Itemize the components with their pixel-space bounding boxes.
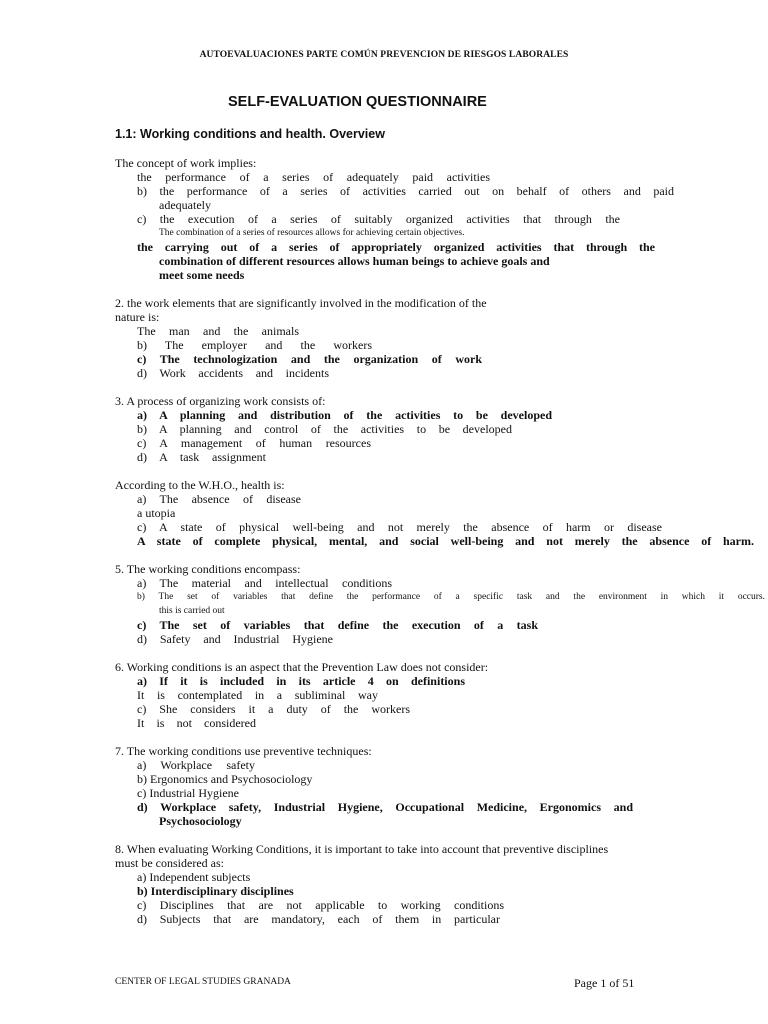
q4-option-d: A state of complete physical, mental, and social well-being and not merely the absence of harm. [137,534,754,548]
q3-stem: 3. A process of organizing work consists of: [115,394,326,408]
q2-stem-cont: nature is: [115,310,160,324]
q1-option-c: c) the execution of a series of suitably organized activities that through the [137,212,620,226]
q7-option-b: b) Ergonomics and Psychosociology [137,772,313,786]
q4-option-c: c) A state of physical well-being and not merely the absence of harm or disease [137,520,662,534]
q6-option-a: a) If it is included in its article 4 on definitions [137,674,465,688]
q1-stem: The concept of work implies: [115,156,257,170]
q6-option-d: It is not considered [137,716,256,730]
q5-option-b: b) The set of variables that define the performance of a specific task and the environment in which it occurs. [137,592,765,602]
q8-option-d: d) Subjects that are mandatory, each of them in particular [137,912,500,926]
q2-option-c: c) The technologization and the organization of work [137,352,482,366]
q3-option-d: d) A task assignment [137,450,266,464]
q1-option-c-cont: The combination of a series of resources allows for achieving certain objectives. [159,228,465,238]
q7-stem: 7. The working conditions use preventive techniques: [115,744,372,758]
q4-option-b: a utopia [137,506,176,520]
q3-option-b: b) A planning and control of the activities to be developed [137,422,512,436]
q8-option-a: a) Independent subjects [137,870,251,884]
q1-option-b-cont: adequately [159,198,211,212]
q8-stem: 8. When evaluating Working Conditions, it is important to take into account that preventive disciplines [115,842,609,856]
q8-option-b: b) Interdisciplinary disciplines [137,884,294,898]
q1-option-d-cont2: meet some needs [159,268,245,282]
q6-option-b: It is contemplated in a subliminal way [137,688,378,702]
q1-option-a: the performance of a series of adequately paid activities [137,170,490,184]
q1-option-d-cont1: combination of different resources allows human beings to achieve goals and [159,254,550,268]
q2-stem: 2. the work elements that are significantly involved in the modification of the [115,296,487,310]
q2-option-a: The man and the animals [137,324,299,338]
q5-option-d: d) Safety and Industrial Hygiene [137,632,333,646]
page-title: SELF-EVALUATION QUESTIONNAIRE [228,94,487,110]
q4-option-a: a) The absence of disease [137,492,301,506]
page-number: Page 1 of 51 [574,976,635,990]
q6-option-c: c) She considers it a duty of the workers [137,702,410,716]
q4-stem: According to the W.H.O., health is: [115,478,285,492]
running-header: AUTOEVALUACIONES PARTE COMÚN PREVENCION DE RIESGOS LABORALES [199,50,569,60]
q1-option-d: the carrying out of a series of appropriately organized activities that through the [137,240,655,254]
q7-option-c: c) Industrial Hygiene [137,786,239,800]
q7-option-a: a) Workplace safety [137,758,255,772]
q5-stem: 5. The working conditions encompass: [115,562,301,576]
q5-option-a: a) The material and intellectual conditions [137,576,392,590]
q5-option-c: c) The set of variables that define the execution of a task [137,618,538,632]
q7-option-d-cont: Psychosociology [159,814,242,828]
q5-option-b-cont: this is carried out [159,606,225,616]
q8-stem-cont: must be considered as: [115,856,224,870]
q3-option-c: c) A management of human resources [137,436,371,450]
q2-option-d: d) Work accidents and incidents [137,366,329,380]
q6-stem: 6. Working conditions is an aspect that the Prevention Law does not consider: [115,660,489,674]
q8-option-c: c) Disciplines that are not applicable to working conditions [137,898,504,912]
section-title: 1.1: Working conditions and health. Overview [115,127,385,141]
q1-option-b: b) the performance of a series of activities carried out on behalf of others and paid [137,184,674,198]
footer-organization: CENTER OF LEGAL STUDIES GRANADA [115,977,291,987]
q3-option-a: a) A planning and distribution of the activities to be developed [137,408,552,422]
q7-option-d: d) Workplace safety, Industrial Hygiene, Occupational Medicine, Ergonomics and [137,800,633,814]
q2-option-b: b) The employer and the workers [137,338,372,352]
